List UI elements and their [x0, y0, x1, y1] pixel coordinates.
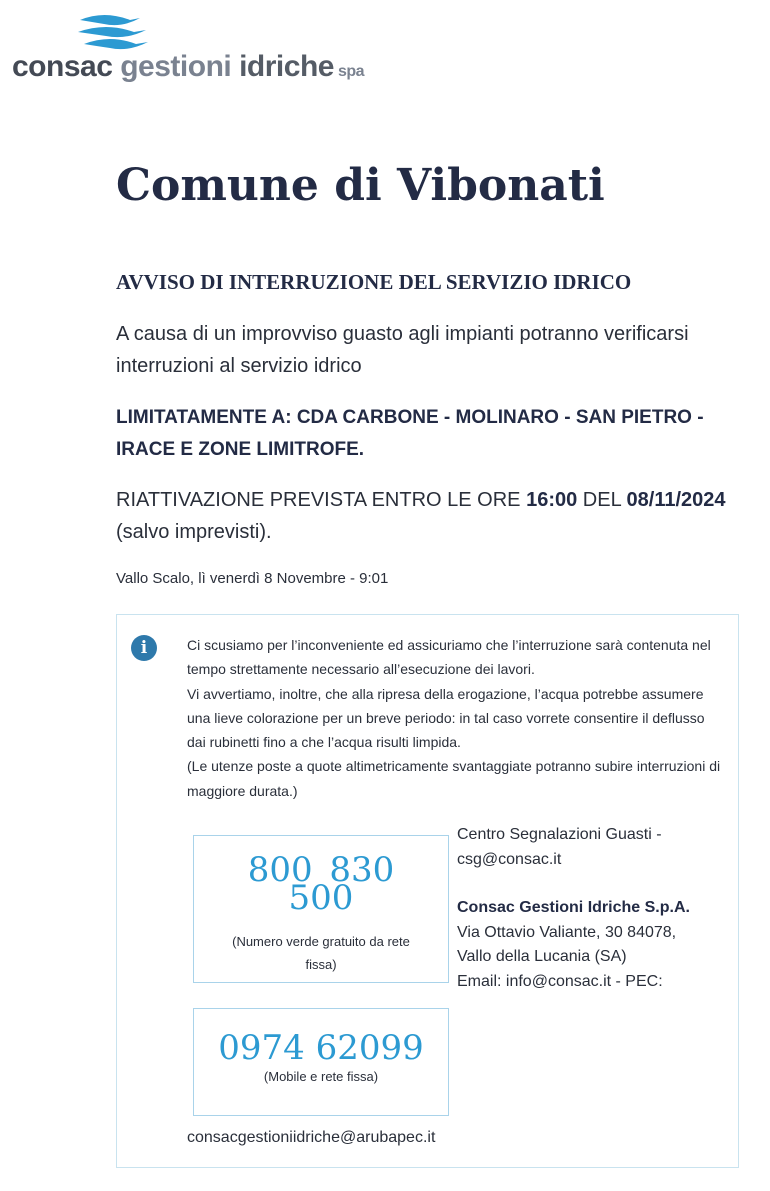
reactivation-mid: DEL [582, 489, 621, 511]
waves-logo-icon [74, 12, 154, 54]
info-box [116, 614, 739, 1168]
logo-text-spa: spa [337, 63, 365, 80]
company-name: Consac Gestioni Idriche S.p.A. [457, 899, 690, 916]
logo-text-gestioni: gestioni [120, 50, 232, 83]
toll-free-note: (Numero verde gratuito da rete fissa) [232, 934, 410, 972]
info-icon: i [131, 635, 157, 661]
reactivation-notice [116, 484, 736, 548]
logo-text-consac: consac [12, 50, 113, 83]
edge-mask [741, 1030, 770, 1191]
toll-free-number[interactable]: 800 830 500 [247, 850, 395, 918]
reactivation-date: 08/11/2024 [626, 489, 726, 511]
pec-email-link[interactable]: consacgestioniidriche@arubapec.it [187, 1129, 436, 1146]
mobile-number-box [193, 1008, 449, 1116]
reactivation-time: 16:00 [526, 489, 578, 511]
info-line: (Le utenze poste a quote altimetricamente svantaggiate potranno subire interruzioni di maggiore durata.) [187, 758, 721, 799]
toll-free-number-box [193, 835, 449, 983]
info-line: Ci scusiamo per l’inconveniente ed assicuriamo che l’interruzione sarà contenuta nel tempo strettamente necessario all’esecuzione dei lavori. [187, 637, 711, 678]
csg-label: Centro Segnalazioni Guasti - [457, 826, 662, 843]
reactivation-prefix: RIATTIVAZIONE PREVISTA ENTRO LE ORE [116, 489, 521, 511]
mobile-note: (Mobile e rete fissa) [263, 1069, 379, 1084]
company-address-street: Via Ottavio Valiante, 30 84078, [457, 923, 677, 941]
reactivation-suffix: (salvo imprevisti). [116, 521, 272, 543]
affected-areas: LIMITATAMENTE A: CDA CARBONE - MOLINARO - SAN PIETRO - IRACE E ZONE LIMITROFE. [116, 407, 704, 460]
notice-heading: AVVISO DI INTERRUZIONE DEL SERVIZIO IDRICO [116, 270, 632, 294]
contact-info [457, 823, 717, 994]
company-address-city: Vallo della Lucania (SA) [457, 948, 627, 965]
page-title: Comune di Vibonati [116, 160, 605, 211]
info-line: Vi avvertiamo, inoltre, che alla ripresa della erogazione, l’acqua potrebbe assumere una lieve colorazione per un breve periodo: in tal caso vorrete consentire il deflusso dai rubinetti fino a che l’acqua risulti limpida. [187, 685, 705, 751]
mobile-number[interactable]: 0974 62099 [218, 1028, 424, 1068]
dateline: Vallo Scalo, lì venerdì 8 Novembre - 9:01 [116, 570, 389, 587]
csg-email-link[interactable]: csg@consac.it [457, 850, 562, 868]
logo-text-idriche: idriche [239, 50, 334, 83]
company-email[interactable]: Email: info@consac.it - PEC: [457, 972, 663, 990]
info-text [187, 633, 727, 803]
consac-logo [12, 12, 372, 82]
notice-intro: A causa di un improvviso guasto agli impianti potranno verificarsi interruzioni al servizio idrico [116, 323, 689, 377]
